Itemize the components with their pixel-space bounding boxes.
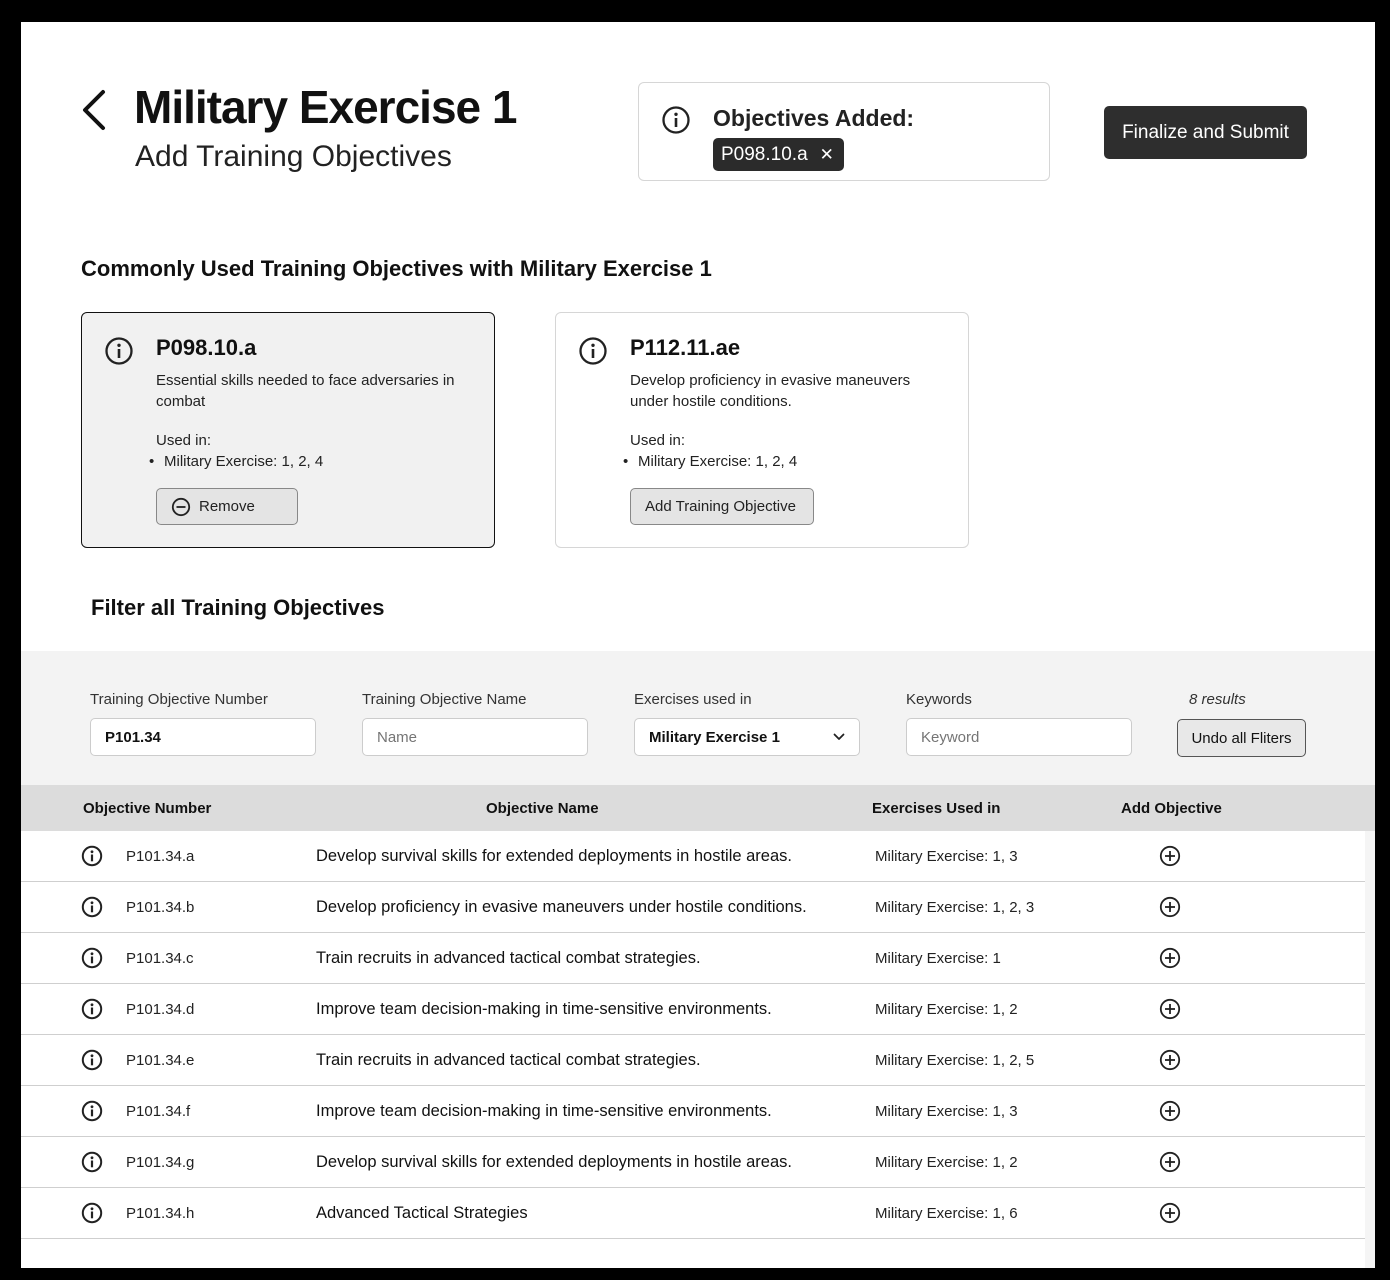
objective-number-cell: P101.34.g [126, 1154, 195, 1171]
exercises-used-cell: Military Exercise: 1, 2, 5 [875, 1052, 1035, 1069]
used-in-item: • Military Exercise: 1, 2, 4 [164, 453, 323, 470]
info-icon[interactable] [81, 896, 103, 918]
info-icon[interactable] [81, 998, 103, 1020]
objective-number-cell: P101.34.e [126, 1052, 195, 1069]
add-circle-icon[interactable] [1159, 1049, 1181, 1071]
used-in-label: Used in: [156, 432, 212, 449]
add-circle-icon[interactable] [1159, 947, 1181, 969]
exercises-filter-label: Exercises used in [634, 691, 752, 708]
objective-name-cell: Develop survival skills for extended deployments in hostile areas. [316, 847, 792, 865]
exercises-used-cell: Military Exercise: 1, 3 [875, 1103, 1018, 1120]
scrollbar[interactable] [1365, 831, 1375, 1268]
objective-name-cell: Advanced Tactical Strategies [316, 1204, 528, 1222]
undo-all-filters-button[interactable]: Undo all Fliters [1177, 719, 1306, 757]
exercises-used-cell: Military Exercise: 1, 2 [875, 1001, 1018, 1018]
info-icon[interactable] [81, 1049, 103, 1071]
table-row [21, 984, 1365, 1035]
info-icon[interactable] [578, 336, 608, 366]
exercises-used-cell: Military Exercise: 1, 2 [875, 1154, 1018, 1171]
objective-number-input[interactable] [90, 718, 316, 756]
objective-description: Essential skills needed to face adversaries in combat [156, 372, 455, 410]
objective-card [81, 312, 495, 548]
info-icon[interactable] [661, 105, 691, 135]
add-circle-icon[interactable] [1159, 896, 1181, 918]
header-exercises-used: Exercises Used in [872, 800, 1001, 817]
objective-name-cell: Develop survival skills for extended deployments in hostile areas. [316, 1153, 792, 1171]
objective-card [555, 312, 969, 548]
exercises-used-cell: Military Exercise: 1, 6 [875, 1205, 1018, 1222]
objective-code: P112.11.ae [630, 335, 741, 360]
objective-name-cell: Train recruits in advanced tactical combat strategies. [316, 1051, 701, 1069]
page-title: Military Exercise 1 [134, 81, 517, 133]
table-row [21, 831, 1365, 882]
objective-chip [713, 138, 844, 171]
info-icon[interactable] [81, 1151, 103, 1173]
objective-number-cell: P101.34.h [126, 1205, 195, 1222]
number-filter-label: Training Objective Number [90, 691, 268, 708]
add-circle-icon[interactable] [1159, 1100, 1181, 1122]
add-circle-icon[interactable] [1159, 998, 1181, 1020]
objective-number-cell: P101.34.c [126, 950, 194, 967]
info-icon[interactable] [81, 1100, 103, 1122]
results-count: 8 results [1189, 691, 1246, 708]
page [21, 22, 1375, 1268]
table-row [21, 1086, 1365, 1137]
objective-code: P098.10.a [156, 335, 257, 360]
finalize-submit-button[interactable]: Finalize and Submit [1104, 106, 1307, 159]
minus-circle-icon [171, 497, 191, 517]
add-circle-icon[interactable] [1159, 1202, 1181, 1224]
objectives-added-label: Objectives Added: [713, 105, 915, 131]
info-icon[interactable] [81, 947, 103, 969]
objective-number-cell: P101.34.d [126, 1001, 195, 1018]
add-circle-icon[interactable] [1159, 845, 1181, 867]
info-icon[interactable] [81, 845, 103, 867]
keywords-filter-label: Keywords [906, 691, 972, 708]
exercises-used-cell: Military Exercise: 1, 2, 3 [875, 899, 1035, 916]
back-arrow-icon[interactable] [79, 88, 109, 132]
remove-button-label: Remove [199, 498, 255, 515]
table-row [21, 1188, 1365, 1239]
objective-name-cell: Train recruits in advanced tactical combat strategies. [316, 949, 701, 967]
header-objective-name: Objective Name [486, 800, 599, 817]
filter-section-title: Filter all Training Objectives [91, 595, 385, 620]
table-row [21, 882, 1365, 933]
table-header [21, 785, 1375, 831]
table-row [21, 1137, 1365, 1188]
filter-panel [21, 651, 1375, 785]
chevron-down-icon [833, 733, 845, 741]
objective-name-input[interactable] [362, 718, 588, 756]
info-icon[interactable] [104, 336, 134, 366]
common-objectives-title: Commonly Used Training Objectives with Military Exercise 1 [81, 256, 712, 281]
objective-number-cell: P101.34.b [126, 899, 195, 916]
name-filter-label: Training Objective Name [362, 691, 527, 708]
objective-name-cell: Improve team decision-making in time-sensitive environments. [316, 1000, 772, 1018]
exercises-used-cell: Military Exercise: 1, 3 [875, 848, 1018, 865]
objective-number-cell: P101.34.f [126, 1103, 191, 1120]
page-subtitle: Add Training Objectives [135, 140, 452, 173]
objective-name-cell: Improve team decision-making in time-sensitive environments. [316, 1102, 772, 1120]
objective-name-cell: Develop proficiency in evasive maneuvers under hostile conditions. [316, 898, 807, 916]
header-add-objective: Add Objective [1121, 800, 1222, 817]
table-row [21, 933, 1365, 984]
keyword-input[interactable] [906, 718, 1132, 756]
table-row [21, 1035, 1365, 1086]
exercises-select[interactable] [634, 718, 860, 756]
objectives-table [21, 831, 1365, 1239]
add-circle-icon[interactable] [1159, 1151, 1181, 1173]
exercises-used-cell: Military Exercise: 1 [875, 950, 1001, 967]
add-training-objective-button[interactable]: Add Training Objective [630, 488, 814, 525]
objective-number-cell: P101.34.a [126, 848, 195, 865]
used-in-item: • Military Exercise: 1, 2, 4 [638, 453, 797, 470]
close-icon[interactable]: ✕ [819, 144, 834, 164]
objective-description: Develop proficiency in evasive maneuvers under hostile conditions. [630, 372, 911, 410]
objectives-added-panel [638, 82, 1050, 181]
remove-button[interactable] [156, 488, 298, 525]
info-icon[interactable] [81, 1202, 103, 1224]
objective-chip-label: P098.10.a [721, 143, 808, 165]
header-objective-number: Objective Number [83, 800, 212, 817]
used-in-label: Used in: [630, 432, 686, 449]
exercises-select-value: Military Exercise 1 [649, 728, 780, 746]
